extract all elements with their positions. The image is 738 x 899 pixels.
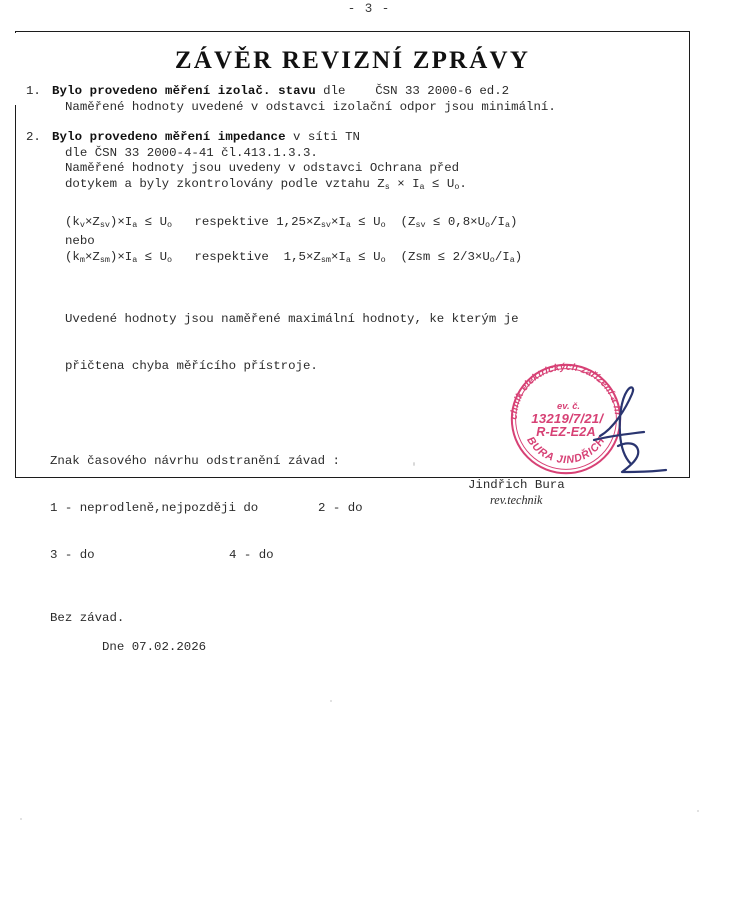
list-item-heading-line <box>52 130 691 146</box>
stamp-ev-label: ev. č. <box>556 400 581 412</box>
list-item-text: Naměřené hodnoty jsou uvedeny v odstavci Ochrana před <box>65 161 460 176</box>
list-item-heading-line <box>52 84 691 100</box>
formula-row: $(k_m\times Z_{sm})\times I_a \le U_o$ respektive $1,5\times Z_{sm}\times I_a \le U_o$ $(Zsm \le 2/3\times U_o/I_a)$ <box>65 250 523 266</box>
note-paragraph <box>16 281 691 406</box>
spacer <box>16 406 691 423</box>
list-item-heading-tail: dle ČSN 33 2000-6 ed.2 <box>315 84 510 98</box>
stamp-registration-code: R-EZ-E2A <box>536 425 596 440</box>
defect-timing-title: Znak časového návrhu odstranění závad : <box>50 454 340 469</box>
signatory-role: rev.technik <box>490 493 543 507</box>
stamp-registration-number: 13219/7/21/ <box>531 410 604 426</box>
date-line: Dne 07.02.2026 <box>102 639 207 654</box>
note-line: přičtena chyba měřícího přístroje. <box>65 359 318 374</box>
document-body <box>16 84 691 656</box>
scan-speckle <box>413 462 415 466</box>
formula-row-connector: nebo <box>65 234 95 249</box>
stamp-person-text-path: BURA JINDŘICH <box>524 434 608 467</box>
scan-speckle <box>697 810 699 812</box>
defect-timing-option-4: 4 - do <box>229 547 274 562</box>
page-number: - 3 - <box>347 2 391 16</box>
defect-timing-option-2: 2 - do <box>318 500 363 515</box>
spacer <box>16 268 691 281</box>
defect-timing-legend <box>16 423 691 595</box>
frame-scan-gap-left <box>13 33 19 105</box>
result-statement: Bez závad. <box>50 611 125 626</box>
list-item-marker: 2. <box>26 130 41 145</box>
list-item-formula-text <box>52 177 691 195</box>
defect-timing-option-3: 3 - do <box>50 547 95 562</box>
note-line: Uvedené hodnoty jsou naměřené maximální hodnoty, ke kterým je <box>65 312 519 327</box>
page-title: ZÁVĚR REVIZNÍ ZPRÁVY <box>174 47 531 74</box>
list-item <box>16 84 691 115</box>
signatory-name: Jindřich Bura <box>468 478 565 492</box>
formula-row: $(k_v\times Z_{sv})\times I_a \le U_o$ respektive $1,25\times Z_{sv}\times I_a \le U_o$ $(Z_{sv} \le 0,8\times U_o/I_a)$ <box>65 215 518 231</box>
document-frame <box>15 31 690 654</box>
scan-speckle <box>330 700 332 702</box>
defect-timing-option-1: 1 - neprodleně,nejpozději do <box>50 500 259 515</box>
list-item-formula-raw: dotykem a byly zkontrolovány podle vztahu $Z_s \times I_a \le U_o$. <box>65 176 467 192</box>
list-item-marker: 1. <box>26 84 41 98</box>
spacer <box>16 121 691 130</box>
list-item <box>16 130 691 195</box>
list-item-heading: Bylo provedeno měření impedance <box>52 130 286 145</box>
list-item-text: Naměřené hodnoty uvedené v odstavci izolační odpor jsou minimální. <box>65 99 556 114</box>
stamp-outer-text-path: Revizní technik elektrických zařízení a hromosvodů <box>498 348 624 420</box>
spacer <box>16 201 691 214</box>
spacer <box>16 594 691 611</box>
list-item-heading: Bylo provedeno měření izolač. stavu <box>52 84 316 98</box>
scan-speckle <box>20 818 22 820</box>
spacer <box>16 627 691 640</box>
formula-block <box>16 214 691 268</box>
list-item-heading-tail: v síti TN <box>285 130 360 145</box>
defect-timing-row <box>50 548 691 564</box>
list-item-text: dle ČSN 33 2000-4-41 čl.413.1.3.3. <box>65 145 318 160</box>
defect-timing-row <box>50 501 691 517</box>
